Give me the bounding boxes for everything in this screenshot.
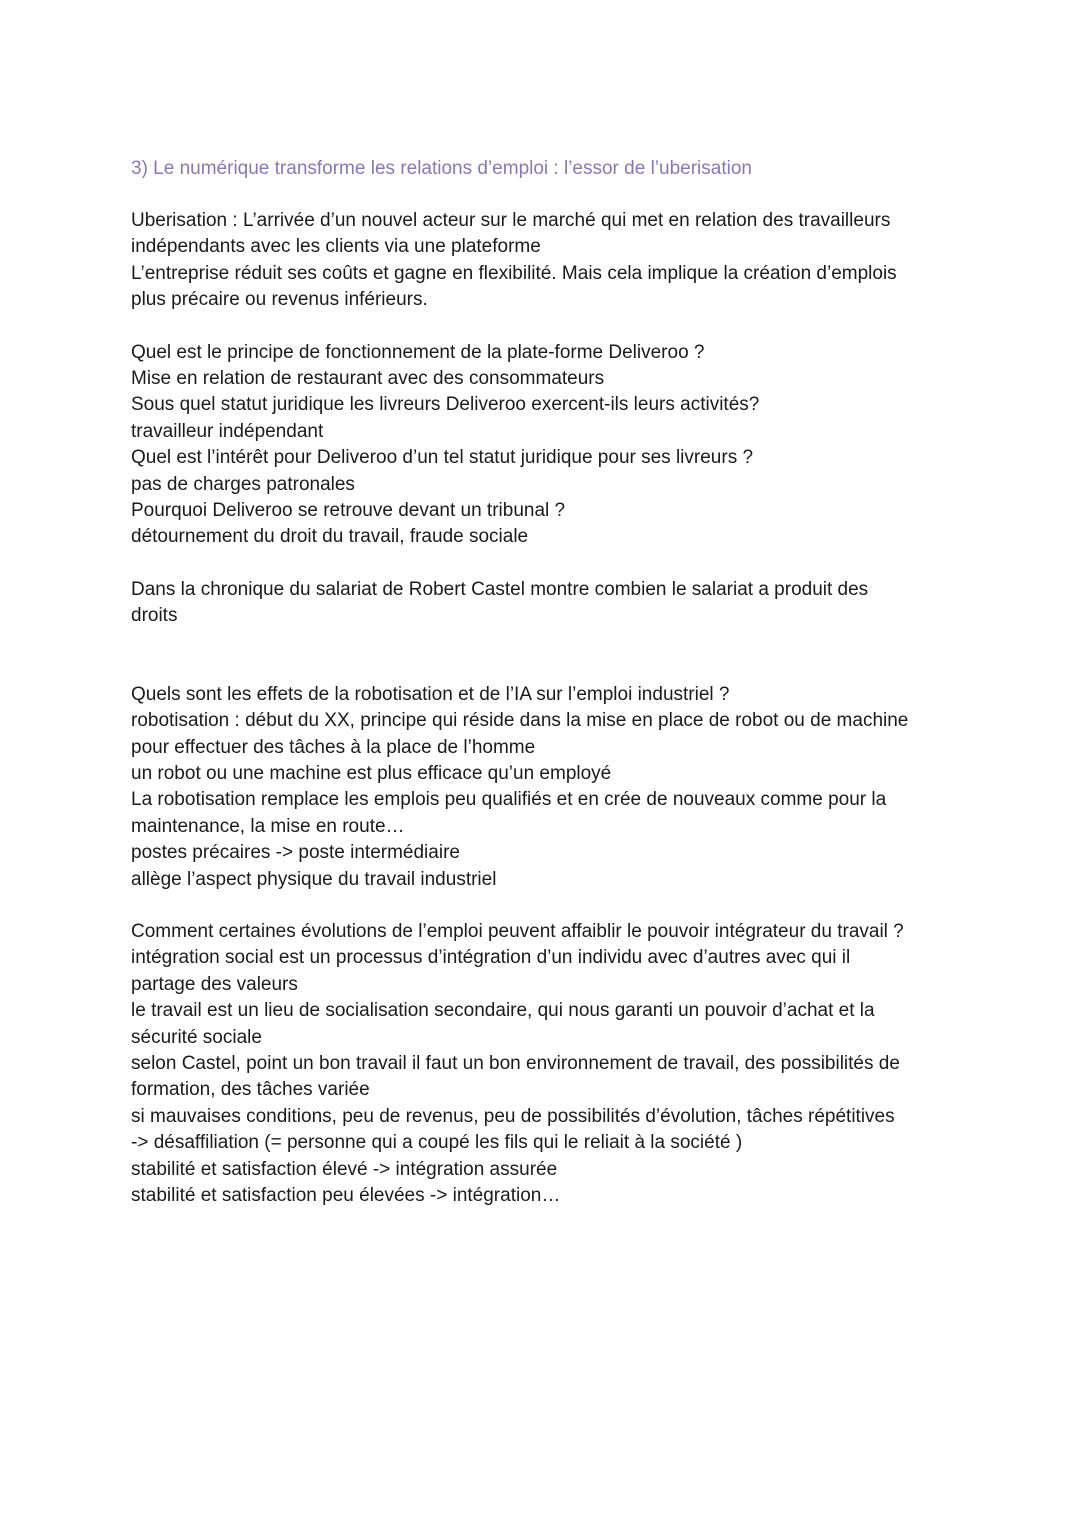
- answer-line: détournement du droit du travail, fraude sociale: [131, 526, 529, 548]
- question-line: Quel est l’intérêt pour Deliveroo d’un tel statut juridique pour ses livreurs ?: [131, 447, 754, 469]
- text-line: si mauvaises conditions, peu de revenus, peu de possibilités d’évolution, tâches répétitives: [131, 1105, 895, 1127]
- question-line: Pourquoi Deliveroo se retrouve devant un tribunal ?: [131, 500, 566, 522]
- text-line: -> désaffiliation (= personne qui a coupé les fils qui le reliait à la société ): [131, 1132, 743, 1154]
- text-line: Dans la chronique du salariat de Robert Castel montre combien le salariat a produit des: [131, 578, 869, 600]
- text-line: allège l’aspect physique du travail industriel: [131, 868, 497, 890]
- text-line: plus précaire ou revenus inférieurs.: [131, 289, 428, 311]
- castel-paragraph: [131, 577, 960, 630]
- text-line: maintenance, la mise en route…: [131, 815, 405, 837]
- text-line: L’entreprise réduit ses coûts et gagne en flexibilité. Mais cela implique la création d’emplois: [131, 262, 897, 284]
- text-line: pour effectuer des tâches à la place de l’homme: [131, 736, 536, 758]
- answer-line: Mise en relation de restaurant avec des consommateurs: [131, 368, 605, 390]
- text-line: un robot ou une machine est plus efficace qu’un employé: [131, 762, 612, 784]
- text-line: intégration social est un processus d’intégration d’un individu avec d’autres avec qui il: [131, 947, 851, 969]
- question-line: Quels sont les effets de la robotisation et de l’IA sur l’emploi industriel ?: [131, 683, 730, 705]
- question-line: Comment certaines évolutions de l’emploi peuvent affaiblir le pouvoir intégrateur du travail ?: [131, 920, 904, 942]
- text-line: droits: [131, 605, 178, 627]
- answer-line: pas de charges patronales: [131, 473, 355, 495]
- question-line: Quel est le principe de fonctionnement de la plate-forme Deliveroo ?: [131, 341, 705, 363]
- text-line: stabilité et satisfaction élevé -> intégration assurée: [131, 1158, 558, 1180]
- text-line: robotisation : début du XX, principe qui réside dans la mise en place de robot ou de machine: [131, 710, 909, 732]
- text-line: stabilité et satisfaction peu élevées -> intégration…: [131, 1185, 561, 1206]
- integration-section: [131, 919, 960, 1209]
- deliveroo-questions: [131, 340, 960, 551]
- text-line: le travail est un lieu de socialisation secondaire, qui nous garanti un pouvoir d’achat et la: [131, 1000, 875, 1022]
- text-line: Uberisation : L’arrivée d’un nouvel acteur sur le marché qui met en relation des travailleurs: [131, 210, 891, 231]
- robotisation-section: [131, 682, 960, 893]
- text-line: indépendants avec les clients via une plateforme: [131, 236, 541, 258]
- section-heading: 3) Le numérique transforme les relations d’emploi : l’essor de l’uberisation: [131, 158, 752, 179]
- text-line: sécurité sociale: [131, 1026, 262, 1048]
- answer-line: travailleur indépendant: [131, 420, 324, 442]
- text-line: postes précaires -> poste intermédiaire: [131, 842, 460, 864]
- text-line: La robotisation remplace les emplois peu qualifiés et en crée de nouveaux comme pour la: [131, 789, 887, 811]
- definition-paragraph: [131, 208, 960, 314]
- text-line: selon Castel, point un bon travail il faut un bon environnement de travail, des possibilités de: [131, 1052, 900, 1074]
- question-line: Sous quel statut juridique les livreurs Deliveroo exercent-ils leurs activités?: [131, 394, 760, 416]
- text-line: formation, des tâches variée: [131, 1079, 370, 1101]
- text-line: partage des valeurs: [131, 973, 298, 995]
